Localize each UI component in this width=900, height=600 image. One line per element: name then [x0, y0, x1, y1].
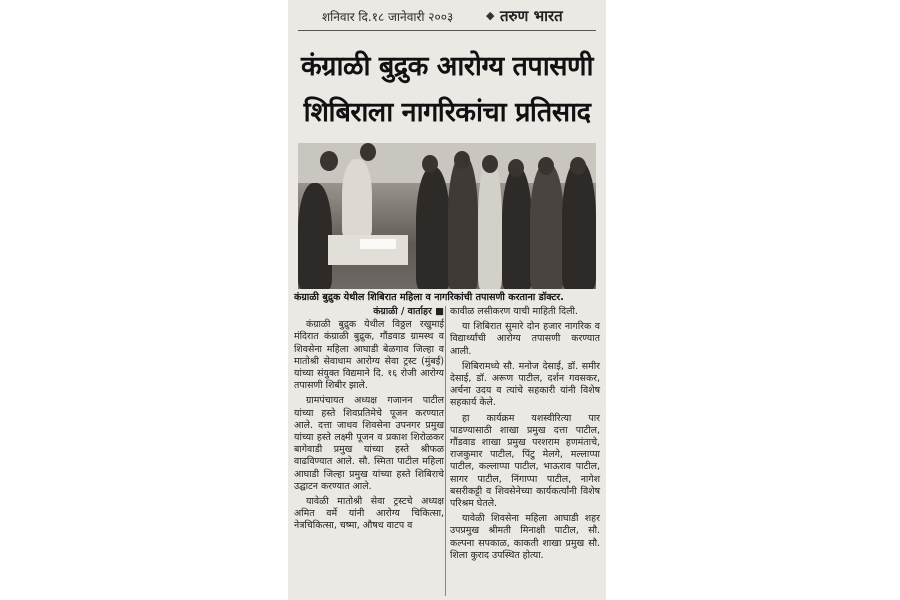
article-paragraph: हा कार्यक्रम यशस्वीरित्या पार पाडण्यासाठी शाखा प्रमुख दत्ता पाटील, गौंडवाड शाखा प्रमुख परशराम हणमंताचे, राजकुमार पाटील, पिंटु मेलगे, मल्लाप्पा पाटील, कल्लाप्पा पाटील, भाऊराव पाटील, सागर पाटील, निंगाप्पा पाटील, नागेश बसरीकट्टी व शिवसेनेच्या कार्यकर्त्यांनी विशेष परिश्रम घेतले.	[450, 412, 600, 510]
headline-line-1: कंग्राळी बुद्रुक आरोग्य तपासणी	[300, 51, 594, 82]
article-paragraph: शिबिरामध्ये सौ. मनोज देसाई, डॉ. समीर देसाई, डॉ. अरूण पाटील, दर्शन गवसकर, अर्चना उदय व त्यांचे सहकारी यांनी विशेष सहकार्य केले.	[450, 360, 600, 409]
article-paragraph: या शिबिरात सुमारे दोन हजार नागरिक व विद्यार्थ्यांची आरोग्य तपासणी करण्यात आली.	[450, 321, 600, 357]
headline-line-2: शिबिराला नागरिकांचा प्रतिसाद	[303, 97, 591, 128]
article-paragraph: ग्रामपंचायत अध्यक्ष गजानन पाटील यांच्या हस्ते शिवप्रतिमेचे पूजन करण्यात आले. दत्ता जाधव शिवसेना उपनगर प्रमुख यांच्या हस्ते लक्ष्मी पूजन व प्रकाश शिरोळकर बागेवाडी प्रमुख यांच्या हस्ते श्रीफळ वाढविण्यात आले. सौ. स्मिता पाटील महिला आघाडी जिल्हा प्रमुख यांच्या हस्ते शिबिराचे उद्घाटन करण्यात आले.	[294, 395, 444, 492]
newspaper-clipping	[288, 0, 606, 600]
article-paragraph: यावेळी शिवसेना महिला आघाडी शहर उपप्रमुख श्रीमती मिनाक्षी पाटील, सौ. कल्पना सपकाळ, काकती शाखा प्रमुख सौ. शिला कुराद उपस्थित होत्या.	[450, 513, 600, 561]
photo-caption: कंग्राळी बुद्रुक येथील शिबिरात महिला व नागरिकांची तपासणी करताना डॉक्टर.	[294, 292, 564, 303]
diamond-icon: ◆	[486, 9, 495, 22]
dateline: शनिवार दि.१८ जानेवारी २००३	[322, 10, 454, 24]
article-paragraph: यावेळी मातोश्री सेवा ट्रस्टचे अध्यक्ष अमित वर्मे यांनी आरोग्य चिकित्सा, नेत्रचिकित्सा, चष्मा, औषध वाटप व	[294, 496, 444, 532]
masthead	[288, 6, 606, 28]
byline: कंग्राळी / वार्ताहर ■	[373, 306, 444, 317]
article-paragraph: कंग्राळी बुद्रुक येथील विठ्ठल रखुमाई मंदिरात कंग्राळी बुद्रुक, गौंडवाड ग्रामस्थ व शिवसेना महिला आघाडी बेळगाव जिल्हा व मातोश्री सेवाधाम आरोग्य सेवा ट्रस्ट (मुंबई) यांच्या संयुक्त विद्यमाने दि. १६ रोजी आरोग्य तपासणी शिबीर झाले.	[294, 319, 444, 392]
masthead-rule	[298, 30, 596, 31]
article-column-right	[450, 306, 600, 565]
article-column-left	[294, 306, 444, 536]
news-photo	[298, 143, 596, 289]
article-paragraph: कावीळ लसीकरण याची माहिती दिली.	[450, 306, 578, 317]
newspaper-name: तरुण भारत	[500, 7, 563, 25]
column-divider	[445, 306, 446, 596]
